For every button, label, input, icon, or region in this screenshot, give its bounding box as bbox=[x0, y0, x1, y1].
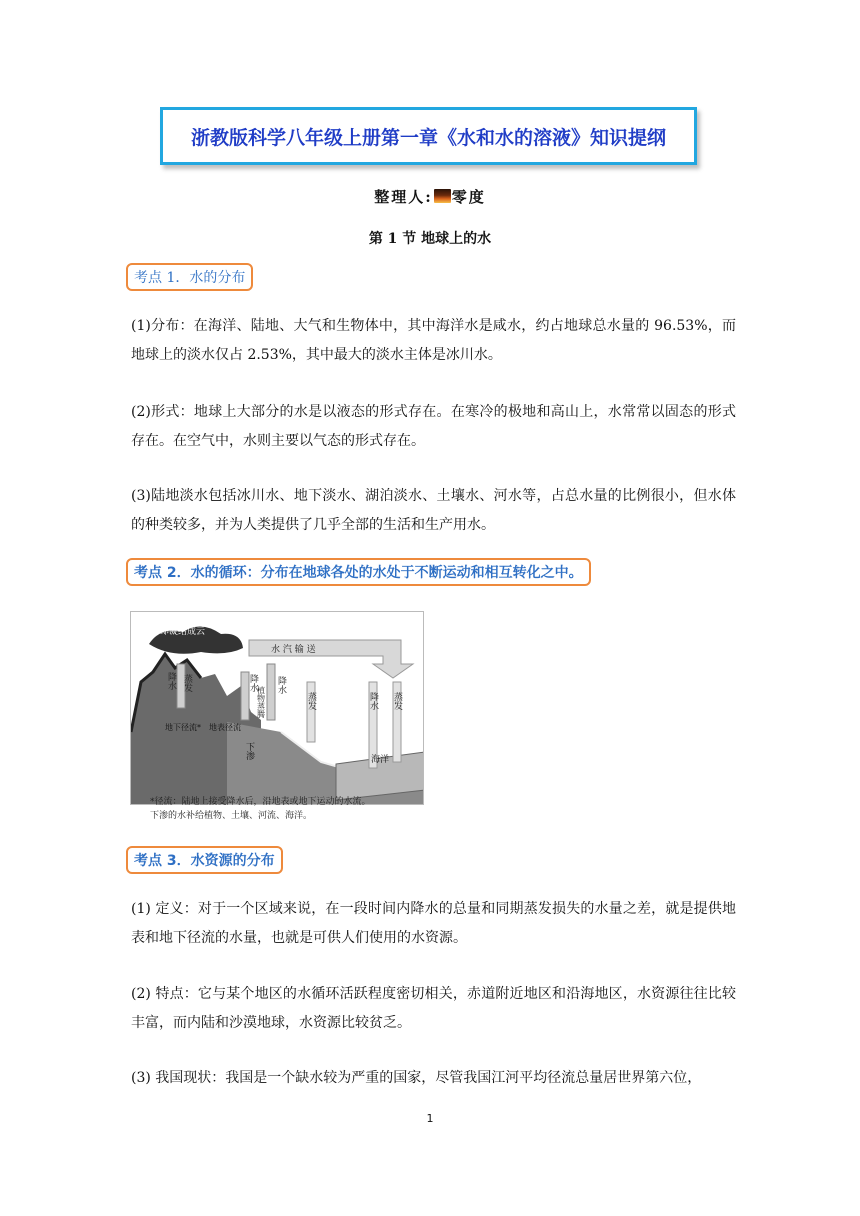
label-precip-4: 降水 bbox=[368, 692, 378, 710]
document-title: 浙教版科学八年级上册第一章《水和水的溶液》知识提纲 bbox=[160, 107, 697, 165]
water-cycle-figure bbox=[130, 611, 424, 805]
label-evap-1: 蒸发 bbox=[182, 674, 192, 692]
caption-line-1: *径流：陆地上接受降水后，沿地表或地下运动的水流。 bbox=[150, 797, 371, 807]
caption-line-2: 下渗的水补给植物、土壤、河流、海洋。 bbox=[150, 811, 313, 821]
label-precip-3: 降水 bbox=[276, 676, 286, 694]
kp1-para-3: (3)陆地淡水包括冰川水、地下淡水、湖泊淡水、土壤水、河水等，占总水量的比例很小，但水体的种类较多，并为人类提供了几乎全部的生活和生产用水。 bbox=[131, 488, 736, 533]
label-ocean: 海洋 bbox=[371, 755, 390, 765]
label-cloud: 冷却凝结成云 bbox=[151, 627, 206, 637]
kp3-para-3: (3) 我国现状：我国是一个缺水较为严重的国家，尽管我国江河平均径流总量居世界第六位， bbox=[131, 1070, 702, 1086]
organizer-label: 整理人: bbox=[374, 188, 433, 206]
label-precip-2: 降水 bbox=[248, 674, 258, 692]
kp3-title: 考点 3．水资源的分布 bbox=[134, 853, 275, 869]
water-cycle-diagram bbox=[131, 612, 424, 805]
page-number: 1 bbox=[426, 1112, 434, 1125]
kp3-para-2: (2) 特点：它与某个地区的水循环活跃程度密切相关，赤道附近地区和沿海地区，水资源往往比较丰富，而内陆和沙漠地球，水资源比较贫乏。 bbox=[131, 986, 736, 1031]
label-infil: 下渗 bbox=[244, 742, 254, 760]
sunset-icon bbox=[434, 189, 451, 203]
kp1-para-1: (1)分布：在海洋、陆地、大气和生物体中，其中海洋水是咸水，约占地球总水量的 96.53%，而地球上的淡水仅占 2.53%，其中最大的淡水主体是冰川水。 bbox=[131, 318, 736, 363]
figure-caption bbox=[150, 795, 371, 823]
kp1-para-2: (2)形式：地球上大部分的水是以液态的形式存在。在寒冷的极地和高山上，水常常以固态的形式存在。在空气中，水则主要以气态的形式存在。 bbox=[131, 404, 736, 449]
label-evap-3: 蒸发 bbox=[392, 692, 402, 710]
label-surface: 地表径流 bbox=[209, 723, 241, 732]
kp2-title: 考点 2．水的循环：分布在地球各处的水处于不断运动和相互转化之中。 bbox=[134, 565, 583, 581]
label-transport: 水 汽 输 送 bbox=[271, 645, 316, 655]
kp2-heading bbox=[126, 558, 591, 586]
label-underground: 地下径流* bbox=[165, 723, 201, 732]
label-precip-1: 降水 bbox=[166, 672, 176, 690]
organizer-line bbox=[0, 186, 860, 207]
section-heading: 第 1 节 地球上的水 bbox=[368, 231, 492, 247]
kp1-heading bbox=[126, 263, 253, 291]
label-plant: 植物蒸腾 bbox=[256, 686, 266, 718]
kp1-title: 考点 1．水的分布 bbox=[134, 270, 246, 286]
kp3-heading bbox=[126, 846, 283, 874]
organizer-name: 零度 bbox=[451, 188, 486, 206]
kp3-para-1: (1) 定义：对于一个区域来说，在一段时间内降水的总量和同期蒸发损失的水量之差，就是提供地表和地下径流的水量，也就是可供人们使用的水资源。 bbox=[131, 901, 736, 946]
label-evap-2: 蒸发 bbox=[306, 692, 316, 710]
